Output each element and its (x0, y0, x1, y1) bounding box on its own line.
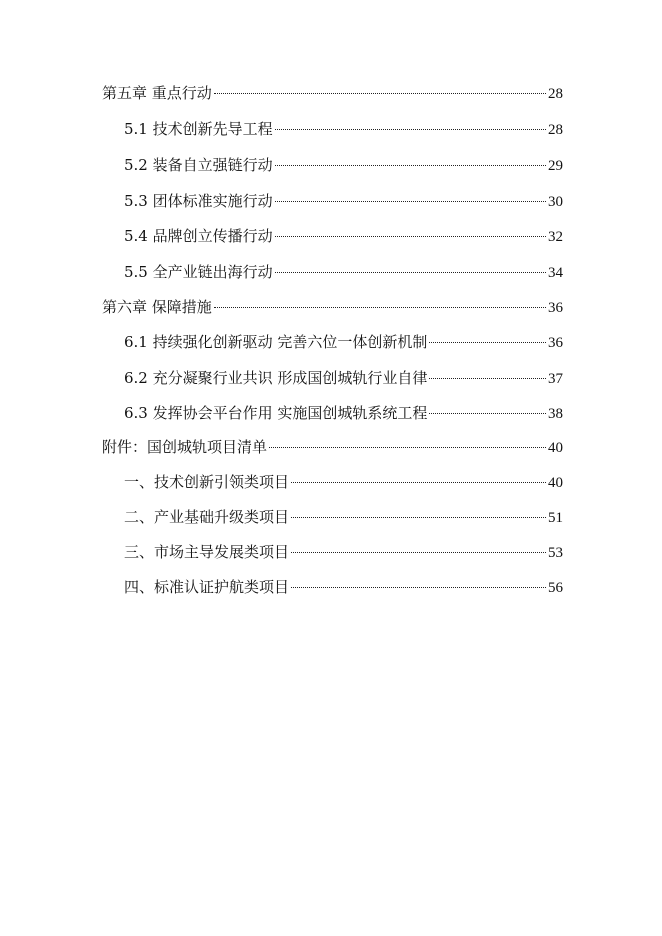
toc-entry-6-1[interactable] (124, 330, 563, 354)
toc-page-number: 37 (548, 371, 563, 387)
toc-page-number: 40 (548, 440, 563, 456)
toc-entry-6-2[interactable] (124, 366, 563, 390)
toc-page-number: 28 (548, 122, 563, 138)
toc-entry-title: 三、市场主导发展类项目 (124, 543, 290, 561)
toc-entry-5-5[interactable] (124, 260, 563, 284)
toc-page-number: 51 (548, 510, 563, 526)
toc-entry-title: 一、技术创新引领类项目 (124, 473, 290, 491)
toc-entry-title: 5.5 全产业链出海行动 (124, 263, 273, 281)
toc-page-number: 28 (548, 86, 563, 102)
toc-dot-leader (429, 413, 546, 414)
toc-entry-title: 5.4 品牌创立传播行动 (124, 227, 273, 245)
toc-page-number: 38 (548, 406, 563, 422)
toc-entry-title: 5.1 技术创新先导工程 (124, 120, 273, 138)
toc-dot-leader (275, 201, 546, 202)
toc-entry-5-4[interactable] (124, 224, 563, 248)
toc-dot-leader (291, 517, 546, 518)
toc-entry-5-1[interactable] (124, 117, 563, 141)
toc-dot-leader (291, 587, 546, 588)
toc-dot-leader (429, 342, 546, 343)
toc-entry-title: 5.3 团体标准实施行动 (124, 192, 273, 210)
toc-entry-title: 第六章 保障措施 (102, 298, 212, 316)
toc-dot-leader (269, 447, 546, 448)
toc-page-number: 53 (548, 545, 563, 561)
toc-entry-title: 二、产业基础升级类项目 (124, 508, 290, 526)
toc-page-number: 30 (548, 194, 563, 210)
toc-page-number: 36 (548, 300, 563, 316)
toc-dot-leader (291, 552, 546, 553)
toc-entry-chapter-6[interactable] (102, 295, 563, 319)
toc-entry-title: 6.3 发挥协会平台作用 实施国创城轨系统工程 (124, 404, 428, 422)
toc-dot-leader (275, 129, 546, 130)
toc-page-number: 40 (548, 475, 563, 491)
toc-entry-5-2[interactable] (124, 153, 563, 177)
toc-dot-leader (275, 165, 546, 166)
toc-entry-title: 6.2 充分凝聚行业共识 形成国创城轨行业自律 (124, 369, 428, 387)
toc-entry-appendix-1[interactable] (124, 470, 563, 494)
toc-entry-appendix-3[interactable] (124, 540, 563, 564)
toc-entry-title: 6.1 持续强化创新驱动 完善六位一体创新机制 (124, 333, 428, 351)
toc-entry-chapter-5[interactable] (102, 81, 563, 105)
toc-dot-leader (275, 236, 546, 237)
toc-entry-title: 第五章 重点行动 (102, 84, 212, 102)
toc-dot-leader (214, 307, 546, 308)
toc-entry-title: 四、标准认证护航类项目 (124, 578, 290, 596)
toc-entry-appendix[interactable] (102, 435, 563, 459)
toc-page-number: 36 (548, 335, 563, 351)
toc-entry-5-3[interactable] (124, 189, 563, 213)
toc-entry-appendix-4[interactable] (124, 575, 563, 599)
toc-entry-title: 5.2 装备自立强链行动 (124, 156, 273, 174)
toc-entry-6-3[interactable] (124, 401, 563, 425)
toc-page-number: 56 (548, 580, 563, 596)
toc-page-number: 32 (548, 229, 563, 245)
toc-dot-leader (275, 272, 546, 273)
toc-dot-leader (214, 93, 546, 94)
toc-page-number: 29 (548, 158, 563, 174)
toc-entry-title: 附件：国创城轨项目清单 (102, 438, 268, 456)
toc-dot-leader (291, 482, 546, 483)
toc-page-number: 34 (548, 265, 563, 281)
toc-dot-leader (429, 378, 546, 379)
toc-entry-appendix-2[interactable] (124, 505, 563, 529)
